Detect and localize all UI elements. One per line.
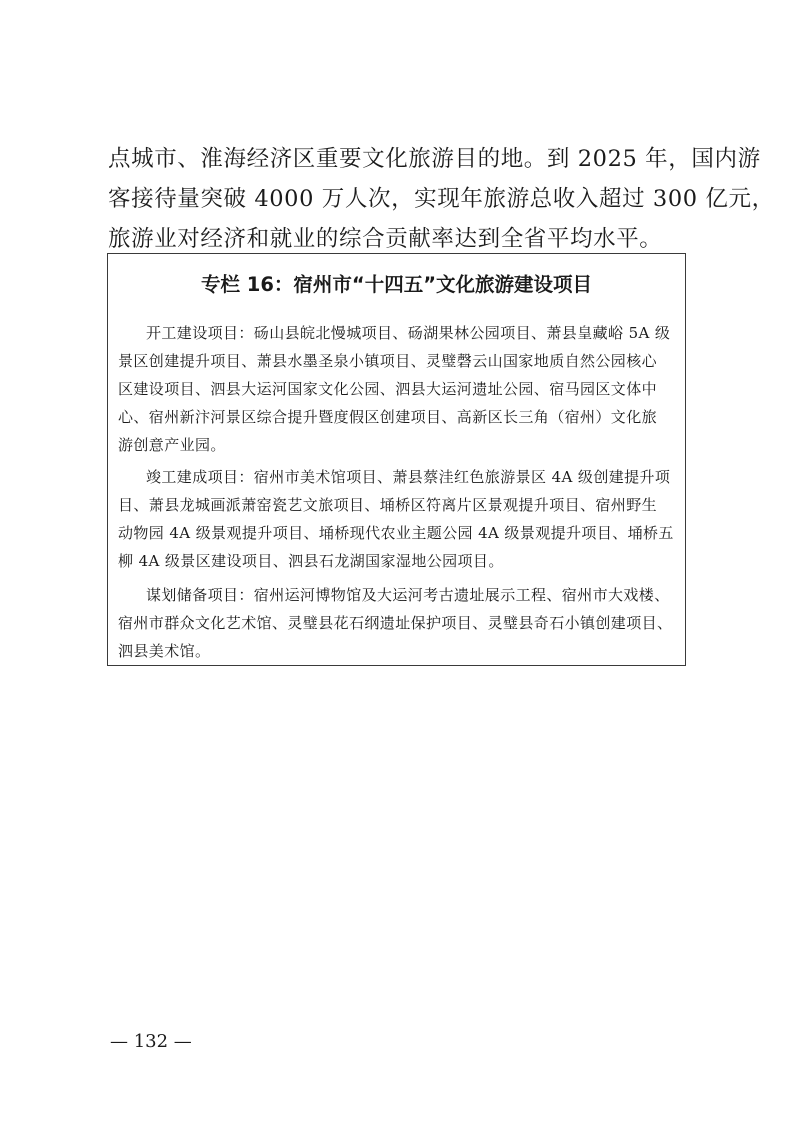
page-number: — 132 — [110, 1031, 192, 1052]
start-projects-line-2: 景区创建提升项目、萧县水墨圣泉小镇项目、灵璧磬云山国家地质自然公园核心 [118, 352, 658, 370]
column-title: 专栏 16：宿州市“十四五”文化旅游建设项目 [200, 273, 593, 296]
body-text-line-2: 客接待量突破 4000 万人次，实现年旅游总收入超过 300 亿元， [108, 186, 775, 212]
reserve-projects-line-2: 宿州市群众文化艺术馆、灵璧县花石纲遗址保护项目、灵璧县奇石小镇创建项目、 [118, 614, 673, 632]
start-projects-line-4: 心、宿州新汴河景区综合提升暨度假区创建项目、高新区长三角（宿州）文化旅 [118, 408, 658, 426]
completed-projects-line-3: 动物园 4A 级景观提升项目、埇桥现代农业主题公园 4A 级景观提升项目、埇桥五 [118, 524, 674, 542]
start-projects-line-1: 开工建设项目：砀山县皖北慢城项目、砀湖果林公园项目、萧县皇藏峪 5A 级 [146, 324, 671, 342]
completed-projects-line-4: 柳 4A 级景区建设项目、泗县石龙湖国家湿地公园项目。 [118, 552, 504, 570]
start-projects-line-5: 游创意产业园。 [118, 436, 226, 454]
reserve-projects-line-1: 谋划储备项目：宿州运河博物馆及大运河考古遗址展示工程、宿州市大戏楼、 [146, 586, 670, 604]
completed-projects-line-2: 目、萧县龙城画派萧窑瓷艺文旅项目、埇桥区符离片区景观提升项目、宿州野生 [118, 496, 658, 514]
body-text-line-1: 点城市、淮海经济区重要文化旅游目的地。到 2025 年，国内游 [108, 146, 761, 172]
body-text-line-3: 旅游业对经济和就业的综合贡献率达到全省平均水平。 [108, 226, 663, 252]
start-projects-line-3: 区建设项目、泗县大运河国家文化公园、泗县大运河遗址公园、宿马园区文体中 [118, 380, 658, 398]
reserve-projects-line-3: 泗县美术馆。 [118, 642, 211, 660]
project-column-box [107, 253, 686, 666]
completed-projects-line-1: 竣工建成项目：宿州市美术馆项目、萧县蔡洼红色旅游景区 4A 级创建提升项 [146, 468, 671, 486]
